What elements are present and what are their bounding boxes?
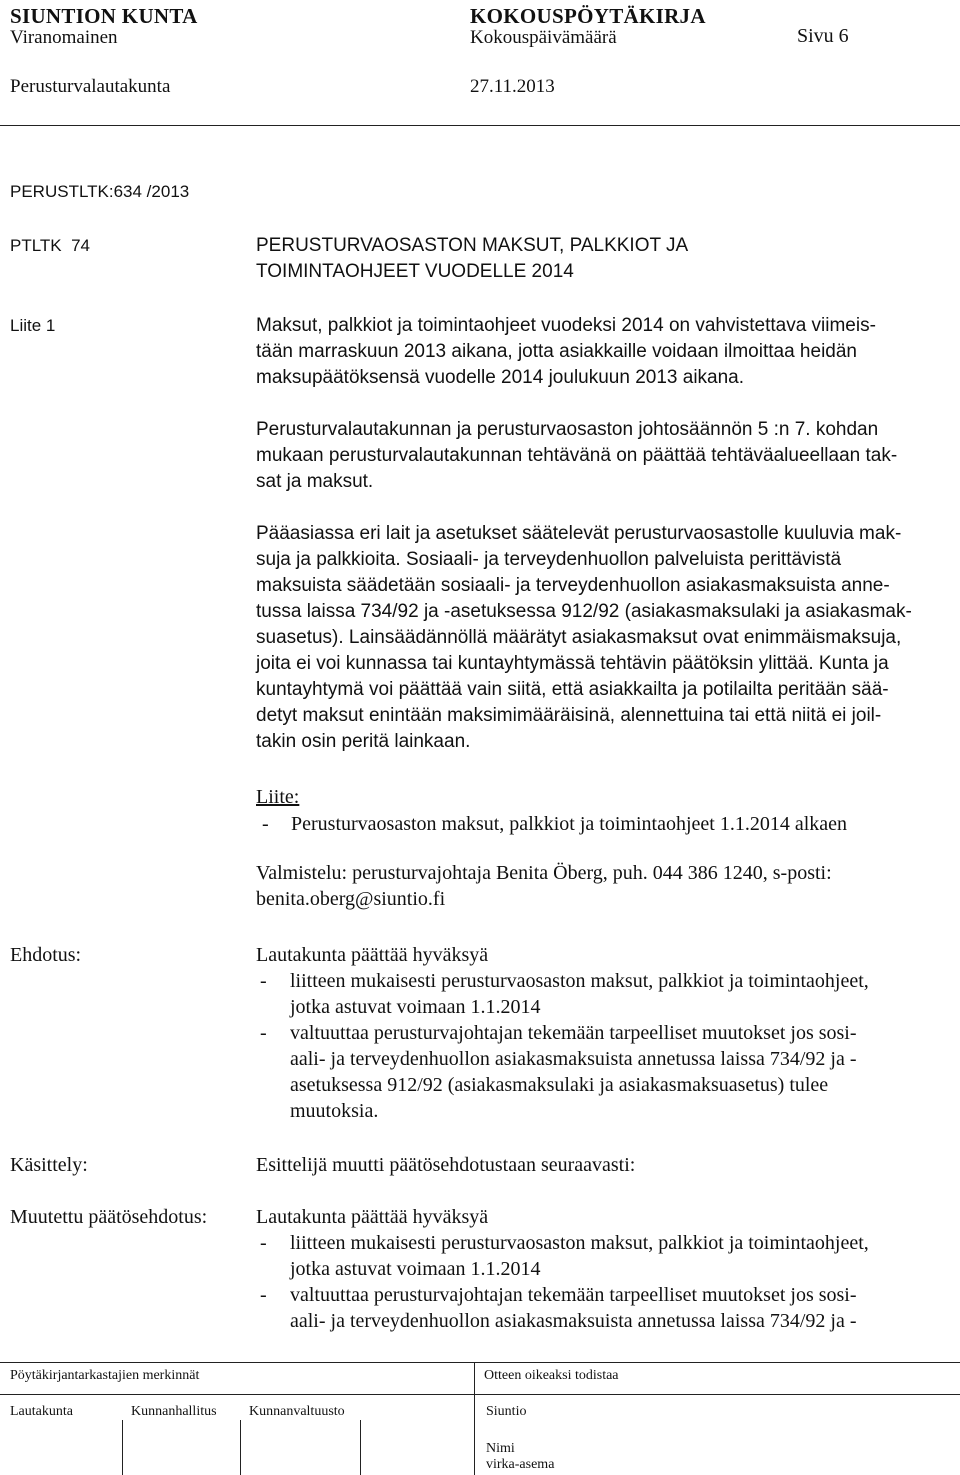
footer-divider: [360, 1420, 361, 1475]
handling-label: Käsittely:: [10, 1154, 88, 1176]
attachment-item: Perusturvaosaston maksut, palkkiot ja toimintaohjeet 1.1.2014 alkaen: [291, 813, 848, 835]
proposal-item: [256, 1020, 869, 1046]
amended-item-line: jotka astuvat voimaan 1.1.2014: [290, 1258, 541, 1280]
preparation-line: benita.oberg@siuntio.fi: [256, 888, 446, 910]
document-type: KOKOUSPÖYTÄKIRJA: [470, 4, 706, 28]
handling-text: Esittelijä muutti päätösehdotustaan seuraavasti:: [256, 1154, 636, 1176]
footer-col-kunnanvaltuusto: Kunnanvaltuusto: [249, 1404, 345, 1419]
paragraph-line: detyt maksut enintään maksimimääräisinä, alennettuina tai että niitä ei joil-: [256, 705, 882, 726]
meeting-date: 27.11.2013: [470, 76, 555, 97]
proposal-block: [256, 942, 869, 1124]
meeting-date-label: Kokouspäivämäärä: [470, 27, 617, 48]
proposal-item-line: aali- ja terveydenhuollon asiakasmaksuista annetussa laissa 734/92 ja -: [290, 1048, 857, 1070]
footer-col-lautakunta: Lautakunta: [10, 1404, 73, 1419]
paragraph-2: [256, 417, 897, 495]
footer-name-label: Nimi: [486, 1441, 515, 1456]
preparation-line: Valmistelu: perusturvajohtaja Benita Öberg, puh. 044 386 1240, s-posti:: [256, 862, 832, 884]
footer-place: Siuntio: [486, 1404, 527, 1419]
paragraph-line: kuntayhtymä voi päättää vain siitä, että asiakkailta ja potilailta peritään sää-: [256, 679, 889, 700]
paragraph-line: sat ja maksut.: [256, 471, 374, 492]
preparation-note: [256, 860, 832, 912]
paragraph-line: Pääasiassa eri lait ja asetukset säätelevät perusturvaosastolle kuuluvia mak-: [256, 523, 902, 544]
paragraph-line: suja ja palkkioita. Sosiaali- ja terveydenhuollon palveluista perittävistä: [256, 549, 842, 570]
proposal-item-line: liitteen mukaisesti perusturvaosaston maksut, palkkiot ja toimintaohjeet,: [290, 970, 869, 992]
section-title-line: TOIMINTAOHJEET VUODELLE 2014: [256, 261, 574, 282]
footer-position-label: virka-asema: [486, 1457, 555, 1472]
amended-proposal-block: [256, 1204, 869, 1334]
list-dash: -: [260, 1022, 267, 1044]
section-number: PTLTK 74: [10, 236, 90, 255]
attachment-heading: Liite:: [256, 786, 300, 808]
proposal-item: [256, 968, 869, 994]
authority-label: Viranomainen: [10, 27, 118, 48]
paragraph-3: [256, 521, 912, 755]
proposal-intro: Lautakunta päättää hyväksyä: [256, 944, 489, 966]
proposal-item-line: muutoksia.: [290, 1100, 379, 1122]
paragraph-1: [256, 313, 876, 391]
footer-right-title: Otteen oikeaksi todistaa: [484, 1368, 619, 1383]
proposal-label: Ehdotus:: [10, 944, 82, 966]
proposal-item-line: valtuuttaa perusturvajohtajan tekemään tarpeelliset muutokset jos sosi-: [290, 1022, 857, 1044]
paragraph-line: tussa laissa 734/92 ja -asetuksessa 912/92 (asiakasmaksulaki ja asiakasmak-: [256, 601, 912, 622]
footer-top-rule: [0, 1362, 960, 1363]
paragraph-line: takin osin peritä lainkaan.: [256, 731, 471, 752]
list-dash: -: [260, 970, 267, 992]
footer-divider: [122, 1420, 123, 1475]
proposal-item-line: jotka astuvat voimaan 1.1.2014: [290, 996, 541, 1018]
proposal-item-line: asetuksessa 912/92 (asiakasmaksulaki ja asiakasmaksuasetus) tulee: [290, 1074, 829, 1096]
paragraph-line: Perusturvalautakunnan ja perusturvaosaston johtosäännön 5 :n 7. kohdan: [256, 419, 879, 440]
footer-col-kunnanhallitus: Kunnanhallitus: [131, 1404, 217, 1419]
org-name: SIUNTION KUNTA: [10, 4, 198, 28]
amended-item-line: valtuuttaa perusturvajohtajan tekemään tarpeelliset muutokset jos sosi-: [290, 1284, 857, 1306]
attachment-label: Liite 1: [10, 316, 56, 335]
authority-name: Perusturvalautakunta: [10, 76, 171, 97]
attachment-dash: -: [262, 813, 269, 835]
footer-left-title: Pöytäkirjantarkastajien merkinnät: [10, 1368, 200, 1383]
paragraph-line: suasetus). Lainsäädännöllä määrätyt asiakasmaksut ovat enimmäismaksuja,: [256, 627, 902, 648]
footer-divider: [240, 1420, 241, 1475]
paragraph-line: joita ei voi kunnassa tai kuntayhtymässä tehtävin päätöksin ylittää. Kunta ja: [256, 653, 889, 674]
paragraph-line: maksuista säädetään sosiaali- ja terveydenhuollon asiakasmaksuista anne-: [256, 575, 890, 596]
paragraph-line: Maksut, palkkiot ja toimintaohjeet vuodeksi 2014 on vahvistettava viimeis-: [256, 315, 876, 336]
amended-item-line: aali- ja terveydenhuollon asiakasmaksuista annetussa laissa 734/92 ja -: [290, 1310, 857, 1332]
footer-divider: [474, 1362, 475, 1475]
paragraph-line: tään marraskuun 2013 aikana, jotta asiakkaille voidaan ilmoittaa heidän: [256, 341, 857, 362]
amended-proposal-label: Muutettu päätösehdotus:: [10, 1206, 208, 1228]
header-divider: [0, 125, 960, 126]
section-title: [256, 233, 688, 285]
list-dash: -: [260, 1284, 267, 1306]
amended-proposal-item: [256, 1282, 869, 1308]
amended-proposal-intro: Lautakunta päättää hyväksyä: [256, 1206, 489, 1228]
paragraph-line: mukaan perusturvalautakunnan tehtävänä on päättää tehtäväalueellaan tak-: [256, 445, 898, 466]
amended-proposal-item: [256, 1230, 869, 1256]
list-dash: -: [260, 1232, 267, 1254]
case-reference: PERUSTLTK:634 /2013: [10, 182, 190, 201]
section-title-line: PERUSTURVAOSASTON MAKSUT, PALKKIOT JA: [256, 235, 689, 256]
page-number: Sivu 6: [797, 25, 849, 47]
amended-item-line: liitteen mukaisesti perusturvaosaston maksut, palkkiot ja toimintaohjeet,: [290, 1232, 869, 1254]
footer-mid-rule: [0, 1394, 960, 1395]
paragraph-line: maksupäätöksensä vuodelle 2014 joulukuun 2013 aikana.: [256, 367, 745, 388]
